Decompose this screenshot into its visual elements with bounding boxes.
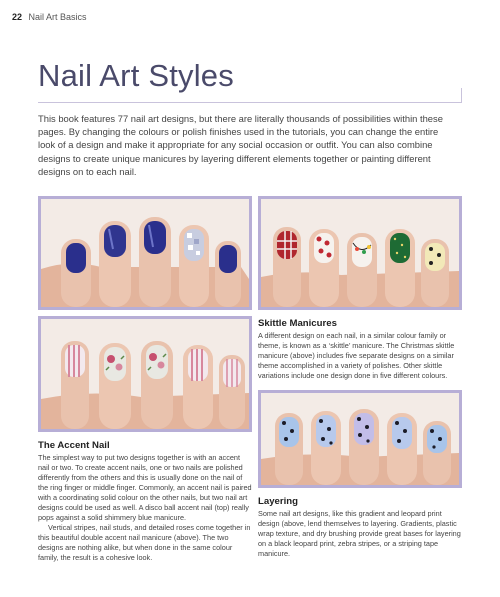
title-rule-tick: [461, 88, 462, 103]
page-number: 22: [12, 12, 23, 22]
section-layering: [258, 496, 462, 559]
hand-illustration: [41, 199, 249, 307]
hand-illustration: [261, 199, 459, 307]
section-body-continued: Vertical stripes, nail studs, and detailed roses come together in this beautiful double accent nail manicure (above). The two designs are nothing alike, but when done in the same colour family, the result is a cohesive look.: [38, 523, 251, 562]
photo-stripes-roses-manicure: [38, 316, 252, 432]
section-body: Some nail art designs, like this gradient and leopard print design (above, lend themselves to layering. Gradients, plastic wrap texture, and dry brushing provide great bases for layering on a black leopard print, zebra stripes, or a striping tape manicure.: [258, 509, 461, 558]
intro-paragraph: This book features 77 nail art designs, but there are literally thousands of possibilities within these pages. By changing the colours or polish finishes used in the tutorials, you can change the entire look of a design and make it appropriate for any social occasion or outfit. You can also combine designs to create unique manicures by layering different elements together or painting different designs on to each nail.: [38, 113, 443, 177]
section-body: A different design on each nail, in a similar colour family or theme, is known as a ‘skittle’ manicure. The Christmas skittle manicure (above) includes five separate designs on a similar theme accomplished in a variety of polishes. Other skittle variations include one design done in five different colours.: [258, 331, 455, 380]
photo-christmas-skittle-manicure: [258, 196, 462, 310]
photo-blue-disco-manicure: [38, 196, 252, 310]
hand-illustration: [41, 319, 249, 429]
section-heading: The Accent Nail: [38, 440, 110, 451]
section-heading: Layering: [258, 496, 298, 507]
title-rule: [38, 102, 462, 103]
running-title: Nail Art Basics: [28, 12, 87, 22]
page-title: Nail Art Styles: [38, 58, 234, 93]
section-heading: Skittle Manicures: [258, 318, 337, 329]
photo-gradient-leopard-manicure: [258, 390, 462, 488]
section-skittle: [258, 318, 462, 381]
section-accent-nail: [38, 440, 252, 563]
hand-illustration: [261, 393, 459, 485]
running-header: [12, 12, 87, 22]
section-body: The simplest way to put two designs together is with an accent nail or two. To create accent nails, one or two nails are polished differently from the others and this is usually done on the nail of the ring finger or middle finger. Commonly, an accent nail is paired with a coordinating solid colour on the other nails, but two nail art designs could be used as well. A disco ball accent nail (top) really pops against a solid shimmery blue manicure.: [38, 453, 252, 522]
